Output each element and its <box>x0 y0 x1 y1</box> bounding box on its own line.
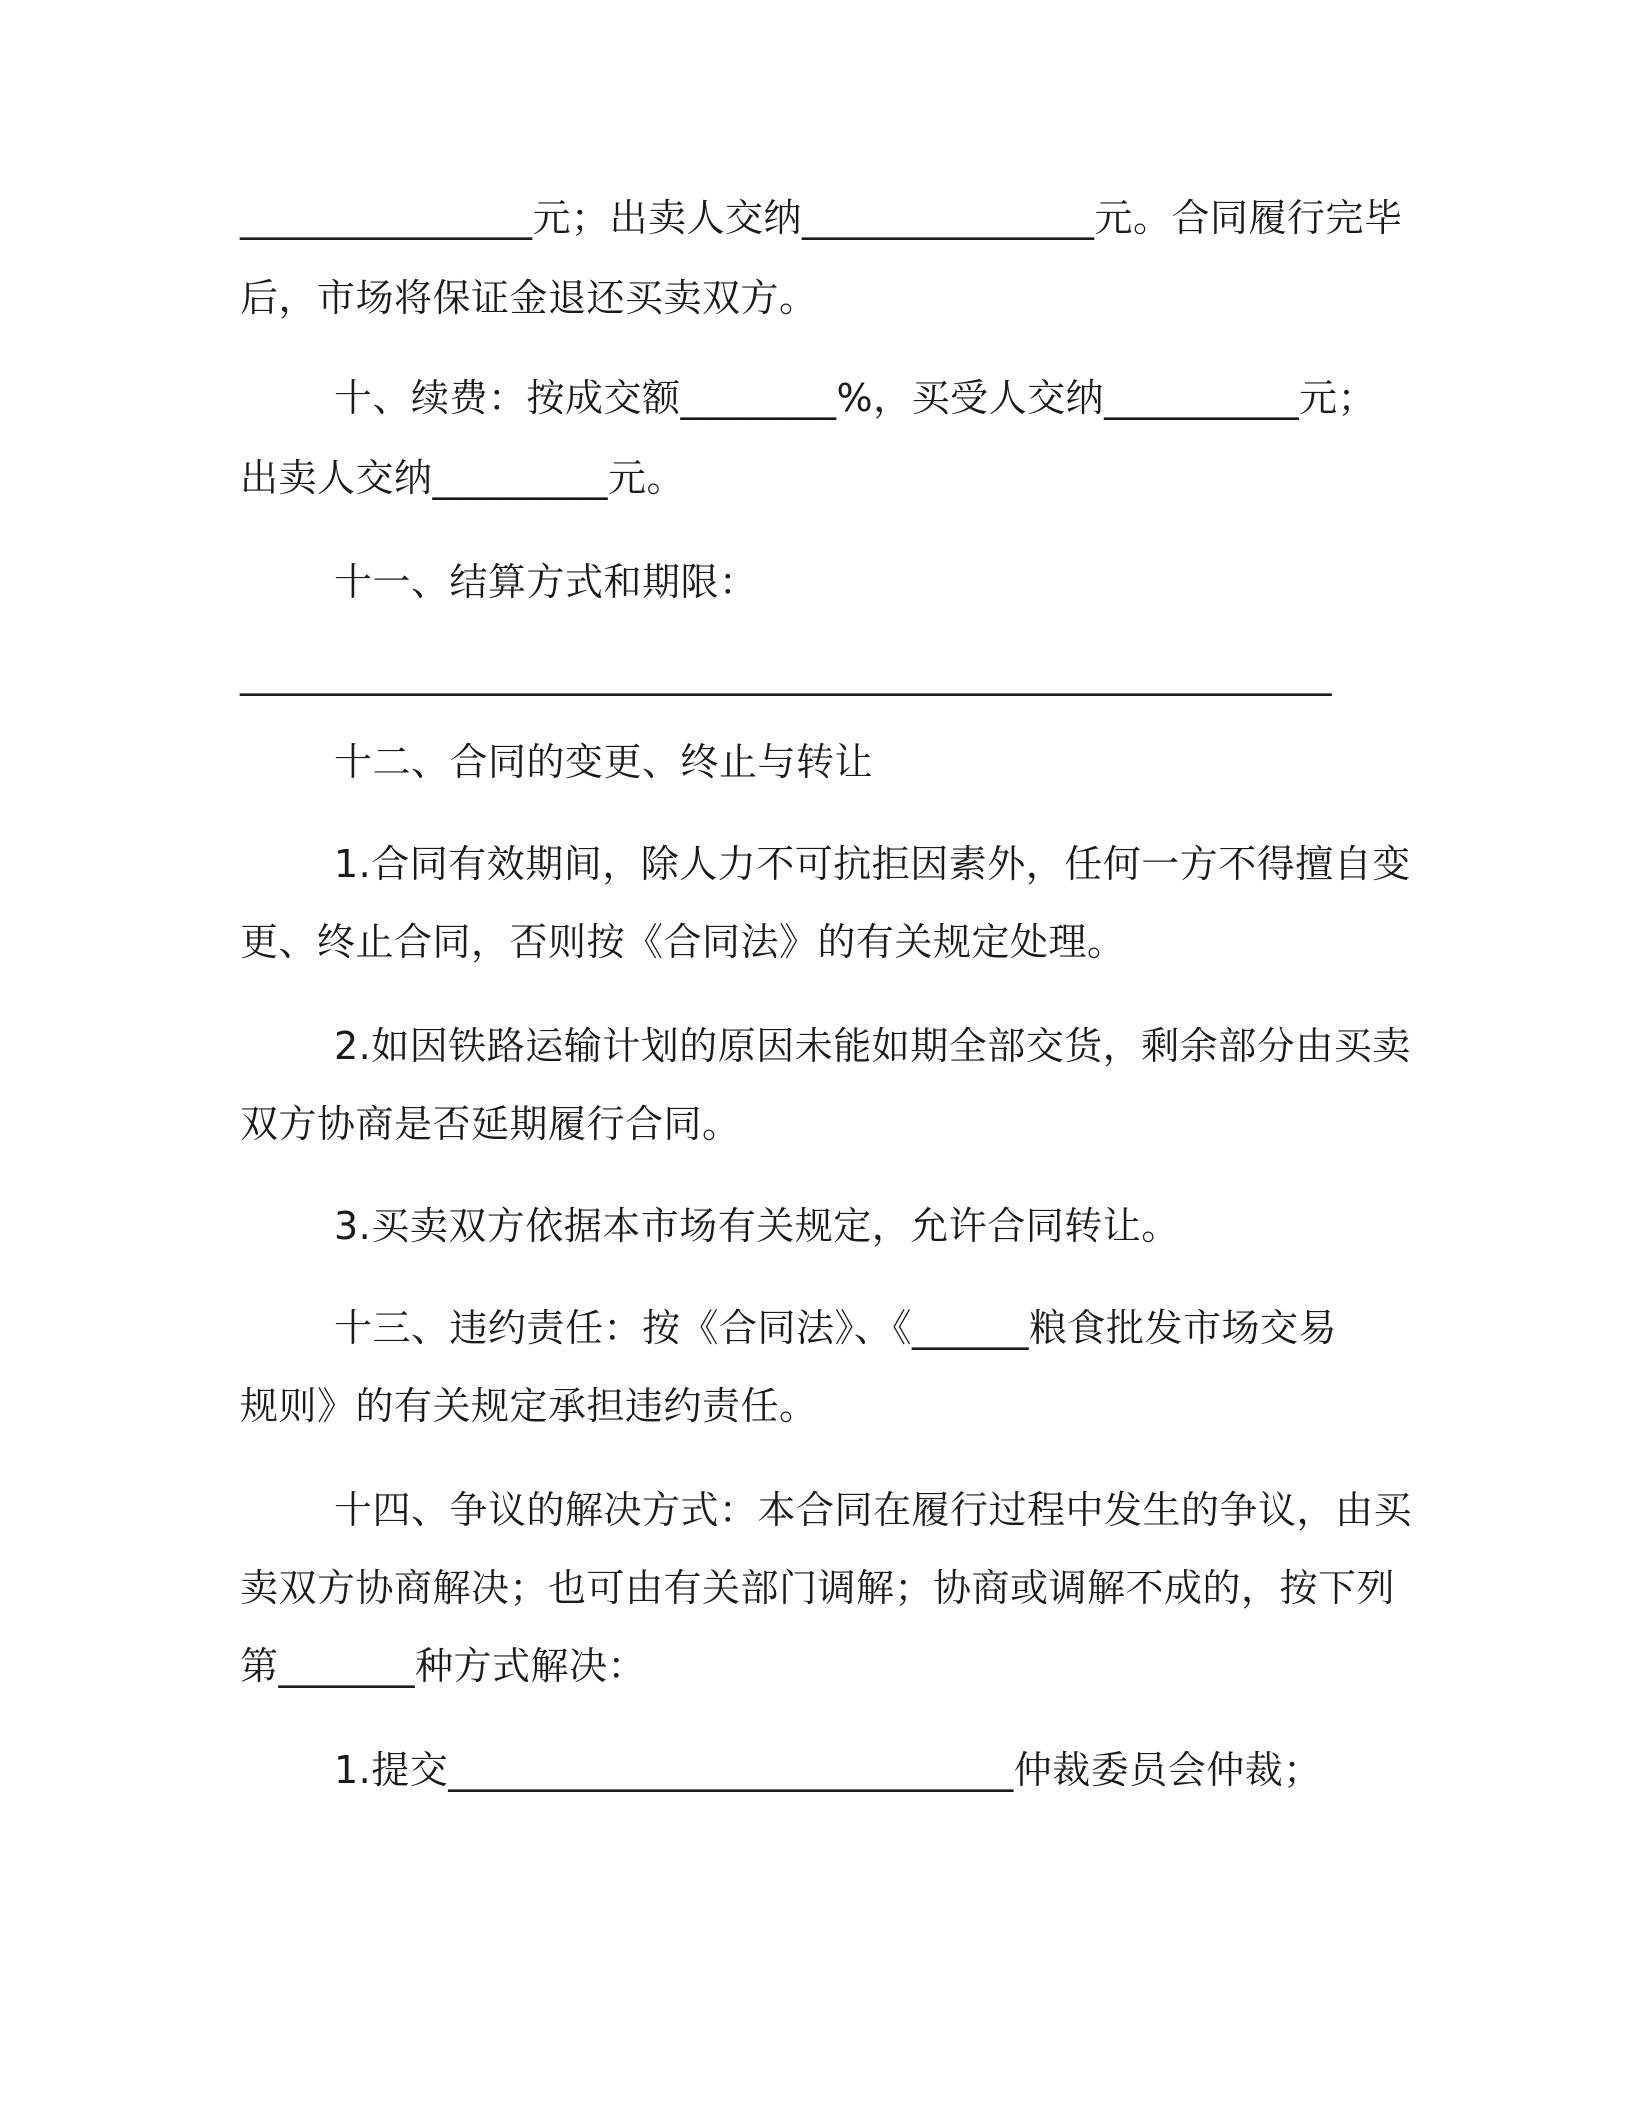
section-12-heading: 十二、合同的变更、终止与转让 <box>334 740 874 784</box>
clause-12-1-line: 1.合同有效期间，除人力不可抗拒因素外，任何一方不得擅自变 <box>334 842 1411 886</box>
text-line: _______________元；出卖人交纳_______________元。合同履行完毕 <box>240 196 1403 240</box>
text-line: 更、终止合同，否则按《合同法》的有关规定处理。 <box>240 920 1126 964</box>
clause-12-3-line: 3.买卖双方依据本市场有关规定，允许合同转让。 <box>334 1204 1180 1248</box>
blank-fill-line: ________________________________________________________ <box>240 652 1332 696</box>
text-line: 出卖人交纳_________元。 <box>240 456 686 500</box>
section-13-heading-line: 十三、违约责任：按《合同法》、《______粮食批发市场交易 <box>334 1306 1338 1350</box>
text-line: 卖双方协商解决；也可由有关部门调解；协商或调解不成的，按下列 <box>240 1566 1396 1610</box>
text-line: 第_______种方式解决： <box>240 1644 647 1688</box>
clause-12-2-line: 2.如因铁路运输计划的原因未能如期全部交货，剩余部分由买卖 <box>334 1024 1411 1068</box>
section-11-heading: 十一、结算方式和期限： <box>334 560 758 604</box>
text-line: 双方协商是否延期履行合同。 <box>240 1102 741 1146</box>
text-line: 规则》的有关规定承担违约责任。 <box>240 1384 818 1428</box>
section-14-heading-line: 十四、争议的解决方式：本合同在履行过程中发生的争议，由买 <box>334 1488 1413 1532</box>
text-line: 后，市场将保证金退还买卖双方。 <box>240 276 818 320</box>
clause-14-1-line: 1.提交_____________________________仲裁委员会仲裁； <box>334 1748 1322 1792</box>
section-10-heading-line: 十、续费：按成交额________%，买受人交纳__________元； <box>334 376 1377 420</box>
